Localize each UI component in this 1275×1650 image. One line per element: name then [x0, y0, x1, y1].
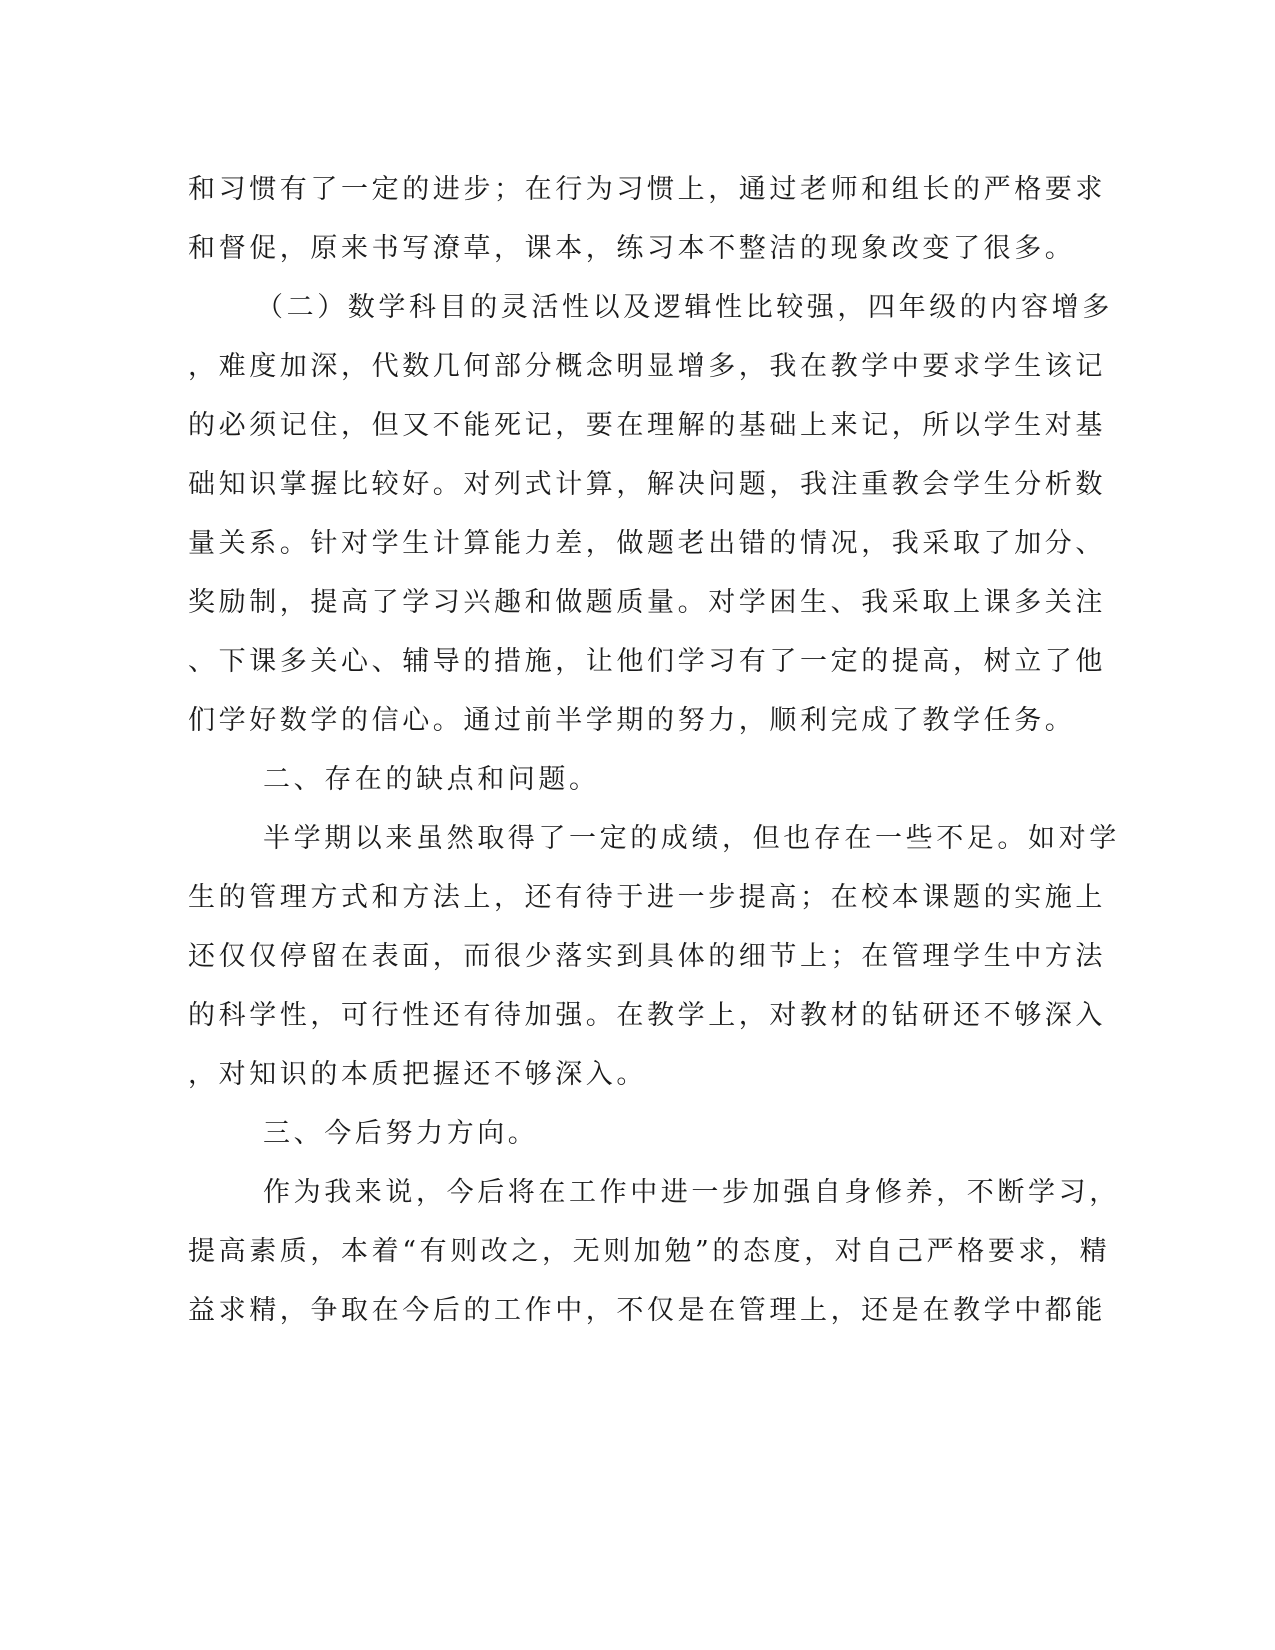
paragraph-start-line: 作为我来说，今后将在工作中进一步加强自身修养，不断学习， [263, 1177, 1120, 1208]
text-line: 础知识掌握比较好。对列式计算，解决问题，我注重教会学生分析数 [188, 469, 1106, 500]
section-heading-3: 三、今后努力方向。 [263, 1118, 539, 1149]
document-body [188, 160, 1120, 1340]
text-line: ，对知识的本质把握还不够深入。 [188, 1059, 647, 1090]
text-line: 和督促，原来书写潦草，课本，练习本不整洁的现象改变了很多。 [188, 233, 1076, 264]
text-line: 益求精，争取在今后的工作中，不仅是在管理上，还是在教学中都能 [188, 1295, 1106, 1326]
paragraph-start-line: （二）数学科目的灵活性以及逻辑性比较强，四年级的内容增多 [256, 292, 1113, 323]
text-line: 的科学性，可行性还有待加强。在教学上，对教材的钻研还不够深入 [188, 1000, 1106, 1031]
text-line: 量关系。针对学生计算能力差，做题老出错的情况，我采取了加分、 [188, 528, 1106, 559]
text-line: 的必须记住，但又不能死记，要在理解的基础上来记，所以学生对基 [188, 410, 1106, 441]
text-line: 生的管理方式和方法上，还有待于进一步提高；在校本课题的实施上 [188, 882, 1106, 913]
section-heading-2: 二、存在的缺点和问题。 [263, 764, 600, 795]
paragraph-start-line: 半学期以来虽然取得了一定的成绩，但也存在一些不足。如对学 [263, 823, 1120, 854]
text-line: 奖励制，提高了学习兴趣和做题质量。对学困生、我采取上课多关注 [188, 587, 1106, 618]
text-line: 、下课多关心、辅导的措施，让他们学习有了一定的提高，树立了他 [188, 646, 1106, 677]
text-line: 和习惯有了一定的进步；在行为习惯上，通过老师和组长的严格要求 [188, 174, 1106, 205]
text-line: 们学好数学的信心。通过前半学期的努力，顺利完成了教学任务。 [188, 705, 1076, 736]
text-line: ，难度加深，代数几何部分概念明显增多，我在教学中要求学生该记 [188, 351, 1106, 382]
text-line: 提高素质，本着“有则改之，无则加勉”的态度，对自己严格要求，精 [188, 1236, 1111, 1267]
text-line: 还仅仅停留在表面，而很少落实到具体的细节上；在管理学生中方法 [188, 941, 1106, 972]
